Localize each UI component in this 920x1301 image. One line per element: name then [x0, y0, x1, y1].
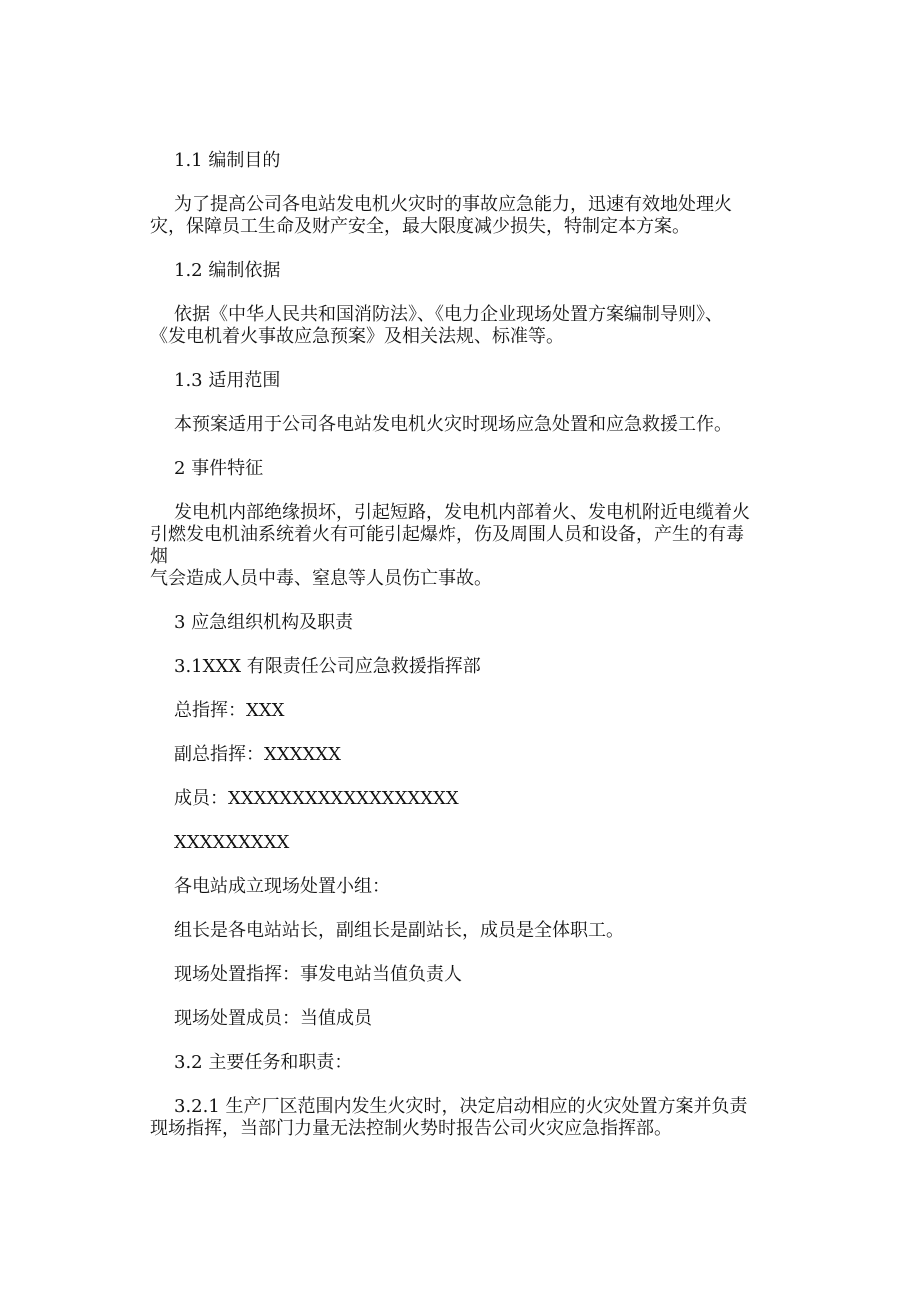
- heading-1-2: 1.2 编制依据: [174, 260, 281, 281]
- onsite-members-line: 现场处置成员：当值成员: [174, 1008, 372, 1029]
- heading-2: 2 事件特征: [174, 458, 264, 479]
- paragraph-line: 发电机内部绝缘损坏，引起短路，发电机内部着火、发电机附近电缆着火: [174, 502, 750, 523]
- heading-1-1: 1.1 编制目的: [174, 150, 281, 171]
- paragraph-line: 现场指挥，当部门力量无法控制火势时报告公司火灾应急指挥部。: [150, 1118, 672, 1139]
- heading-3-1: 3.1XXX 有限责任公司应急救援指挥部: [174, 656, 481, 677]
- paragraph-characteristics: [150, 502, 754, 590]
- paragraph-duty-3-2-1: [150, 1096, 754, 1140]
- members-line: 成员：XXXXXXXXXXXXXXXXXX: [174, 788, 459, 809]
- paragraph-line: 灾，保障员工生命及财产安全，最大限度减少损失，特制定本方案。: [150, 216, 690, 237]
- paragraph-line: 气会造成人员中毒、窒息等人员伤亡事故。: [150, 568, 492, 589]
- paragraph-line: 引燃发电机油系统着火有可能引起爆炸，伤及周围人员和设备，产生的有毒烟: [150, 524, 744, 567]
- paragraph-line: 3.2.1 生产厂区范围内发生火灾时，决定启动相应的火灾处置方案并负责: [174, 1096, 748, 1117]
- paragraph-line: 《发电机着火事故应急预案》及相关法规、标准等。: [150, 326, 564, 347]
- onsite-commander-line: 现场处置指挥：事发电站当值负责人: [174, 964, 462, 985]
- paragraph-basis: [150, 304, 754, 348]
- paragraph-line: 依据《中华人民共和国消防法》、《电力企业现场处置方案编制导则》、: [174, 304, 723, 325]
- commander-line: 总指挥：XXX: [174, 700, 285, 721]
- group-composition-line: 组长是各电站站长，副组长是副站长，成员是全体职工。: [174, 920, 624, 941]
- onsite-group-line: 各电站成立现场处置小组：: [174, 876, 390, 897]
- heading-3: 3 应急组织机构及职责: [174, 612, 354, 633]
- members-continued-line: XXXXXXXXX: [174, 832, 290, 853]
- paragraph-line: 为了提高公司各电站发电机火灾时的事故应急能力，迅速有效地处理火: [174, 194, 732, 215]
- heading-3-2: 3.2 主要任务和职责：: [174, 1052, 353, 1073]
- paragraph-purpose: [150, 194, 754, 238]
- deputy-commander-line: 副总指挥：XXXXXX: [174, 744, 341, 765]
- document-body: [150, 150, 754, 1162]
- paragraph-scope: 本预案适用于公司各电站发电机火灾时现场应急处置和应急救援工作。: [174, 414, 732, 435]
- heading-1-3: 1.3 适用范围: [174, 370, 281, 391]
